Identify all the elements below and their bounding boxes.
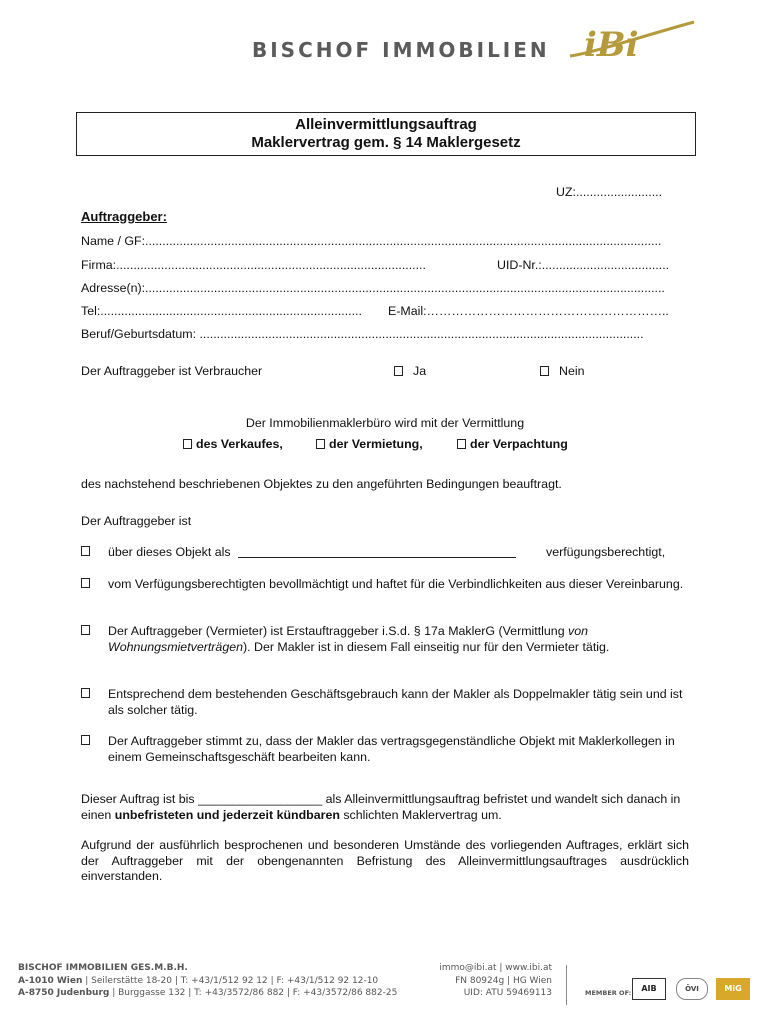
name-field[interactable]: Name / GF:...................................................................................................................................................... [81,234,662,248]
item1-text-a: über dieses Objekt als [108,545,231,559]
beruf-field[interactable]: Beruf/Geburtsdatum: ................................................................................................................................. [81,327,644,341]
auftraggeber-heading: Auftraggeber: [81,209,167,224]
item5-checkbox[interactable] [81,735,90,745]
footer-divider [566,965,567,1005]
ja-label: Ja [413,364,427,378]
footer-judenburg-city: A-8750 Judenburg [18,988,110,998]
verbraucher-ja-option[interactable] [394,364,426,379]
adresse-field[interactable]: Adresse(n):....................................................................................................................................................... [81,281,665,295]
item2-checkbox[interactable] [81,578,90,588]
vermietung-label: der Vermietung, [329,437,423,451]
item2-text: vom Verfügungsberechtigten bevollmächtigt und haftet für die Verbindlichkeiten aus dieser Vereinbarung. [108,577,684,591]
footer-web[interactable]: immo@ibi.at | www.ibi.at [439,963,552,973]
option-verkauf[interactable] [183,437,283,451]
verbraucher-nein-option[interactable] [540,364,584,379]
nein-checkbox[interactable] [540,366,549,376]
vermittlung-outro: des nachstehend beschriebenen Objektes zu den angeführten Bedingungen beauftragt. [81,477,562,491]
oevi-badge-icon: ÖVI [676,978,708,1000]
mig-badge-icon: MiG [716,978,750,1000]
vermittlung-intro: Der Immobilienmaklerbüro wird mit der Vermittlung [245,416,525,430]
footer-fn: FN 80924g | HG Wien [455,975,552,986]
item1-text-b: verfügungsberechtigt, [546,545,666,559]
footer-wien-city: A-1010 Wien [18,975,83,986]
ibi-logo-icon [566,18,698,62]
item1-checkbox[interactable] [81,546,90,556]
footer-judenburg-contact: | Burggasse 132 | T: +43/3572/86 882 | F: +43/3572/86 882-25 [112,988,398,998]
option-vermietung[interactable] [316,437,423,451]
document-subtitle: Maklervertrag gem. § 14 Maklergesetz [251,134,521,151]
uz-field[interactable]: UZ:......................... [556,185,663,199]
item4-checkbox[interactable] [81,688,90,698]
list-item-verfuegungsberechtigt [81,545,691,561]
item4-text: Entsprechend dem bestehenden Geschäftsgebrauch kann der Makler als Doppelmakler tätig sein und ist als solcher tätig. [108,687,683,717]
aib-badge-icon: AIB [632,978,666,1000]
email-field[interactable]: E-Mail:………………………………………………….. [388,304,669,318]
verkauf-label: des Verkaufes, [196,437,283,451]
role-blank-field[interactable] [238,557,516,558]
document-title-box [76,112,696,156]
footer-address [18,962,397,1000]
auftraggeber-ist-label: Der Auftraggeber ist [81,514,192,528]
footer-uid: UID: ATU 59469113 [463,988,552,998]
document-title: Alleinvermittlungsauftrag [295,116,477,133]
footer-wien-contact: | Seilerstätte 18-20 | T: +43/1/512 92 12 | F: +43/1/512 92 12-10 [85,975,379,986]
footer-company: BISCHOF IMMOBILIEN GES.M.B.H. [18,963,188,973]
option-verpachtung[interactable] [457,437,568,451]
item5-text: Der Auftraggeber stimmt zu, dass der Makler das vertragsgegenständliche Objekt mit Maklerkollegen in einem Gemeinschaftsgeschäft bearbeiten kann. [108,734,675,764]
befristung-date-field[interactable]: __________________ [198,792,323,806]
verkauf-checkbox[interactable] [183,439,192,449]
footer-contact [402,962,552,1000]
item3-text: Der Auftraggeber (Vermieter) ist Erstauftraggeber i.S.d. § 17a MaklerG (Vermittlung von Wohnungsmietverträgen). Der Makler ist in diesem Fall einseitig nur für den Vermieter tätig. [108,624,610,654]
tel-field[interactable]: Tel:............................................................................ [81,304,362,318]
einverstaendnis-paragraph: Aufgrund der ausführlich besprochenen und besonderen Umstände des vorliegenden Auftrages, erklärt sich der Auftraggeber mit der obengenannten Befristung des Alleinvermittlungsauftrages ausdrücklich einverstanden. [81,838,689,883]
uid-field[interactable]: UID-Nr.:..................................... [497,258,670,272]
member-of-label: MEMBER OF: [585,989,632,997]
item3-checkbox[interactable] [81,625,90,635]
brand-name: BISCHOF IMMOBILIEN [252,38,550,62]
vermietung-checkbox[interactable] [316,439,325,449]
verbraucher-label: Der Auftraggeber ist Verbraucher [81,364,263,378]
firma-field[interactable]: Firma:.......................................................................................... [81,258,426,272]
verpachtung-checkbox[interactable] [457,439,466,449]
verpachtung-label: der Verpachtung [470,437,568,451]
nein-label: Nein [559,364,585,378]
befristung-paragraph: Dieser Auftrag ist bis __________________ als Alleinvermittlungsauftrag befristet und wandelt sich danach in einen unbefristeten und jederzeit kündbaren schlichten Maklervertrag um. [81,792,681,822]
ja-checkbox[interactable] [394,366,403,376]
logo-text: iBi [584,25,639,62]
